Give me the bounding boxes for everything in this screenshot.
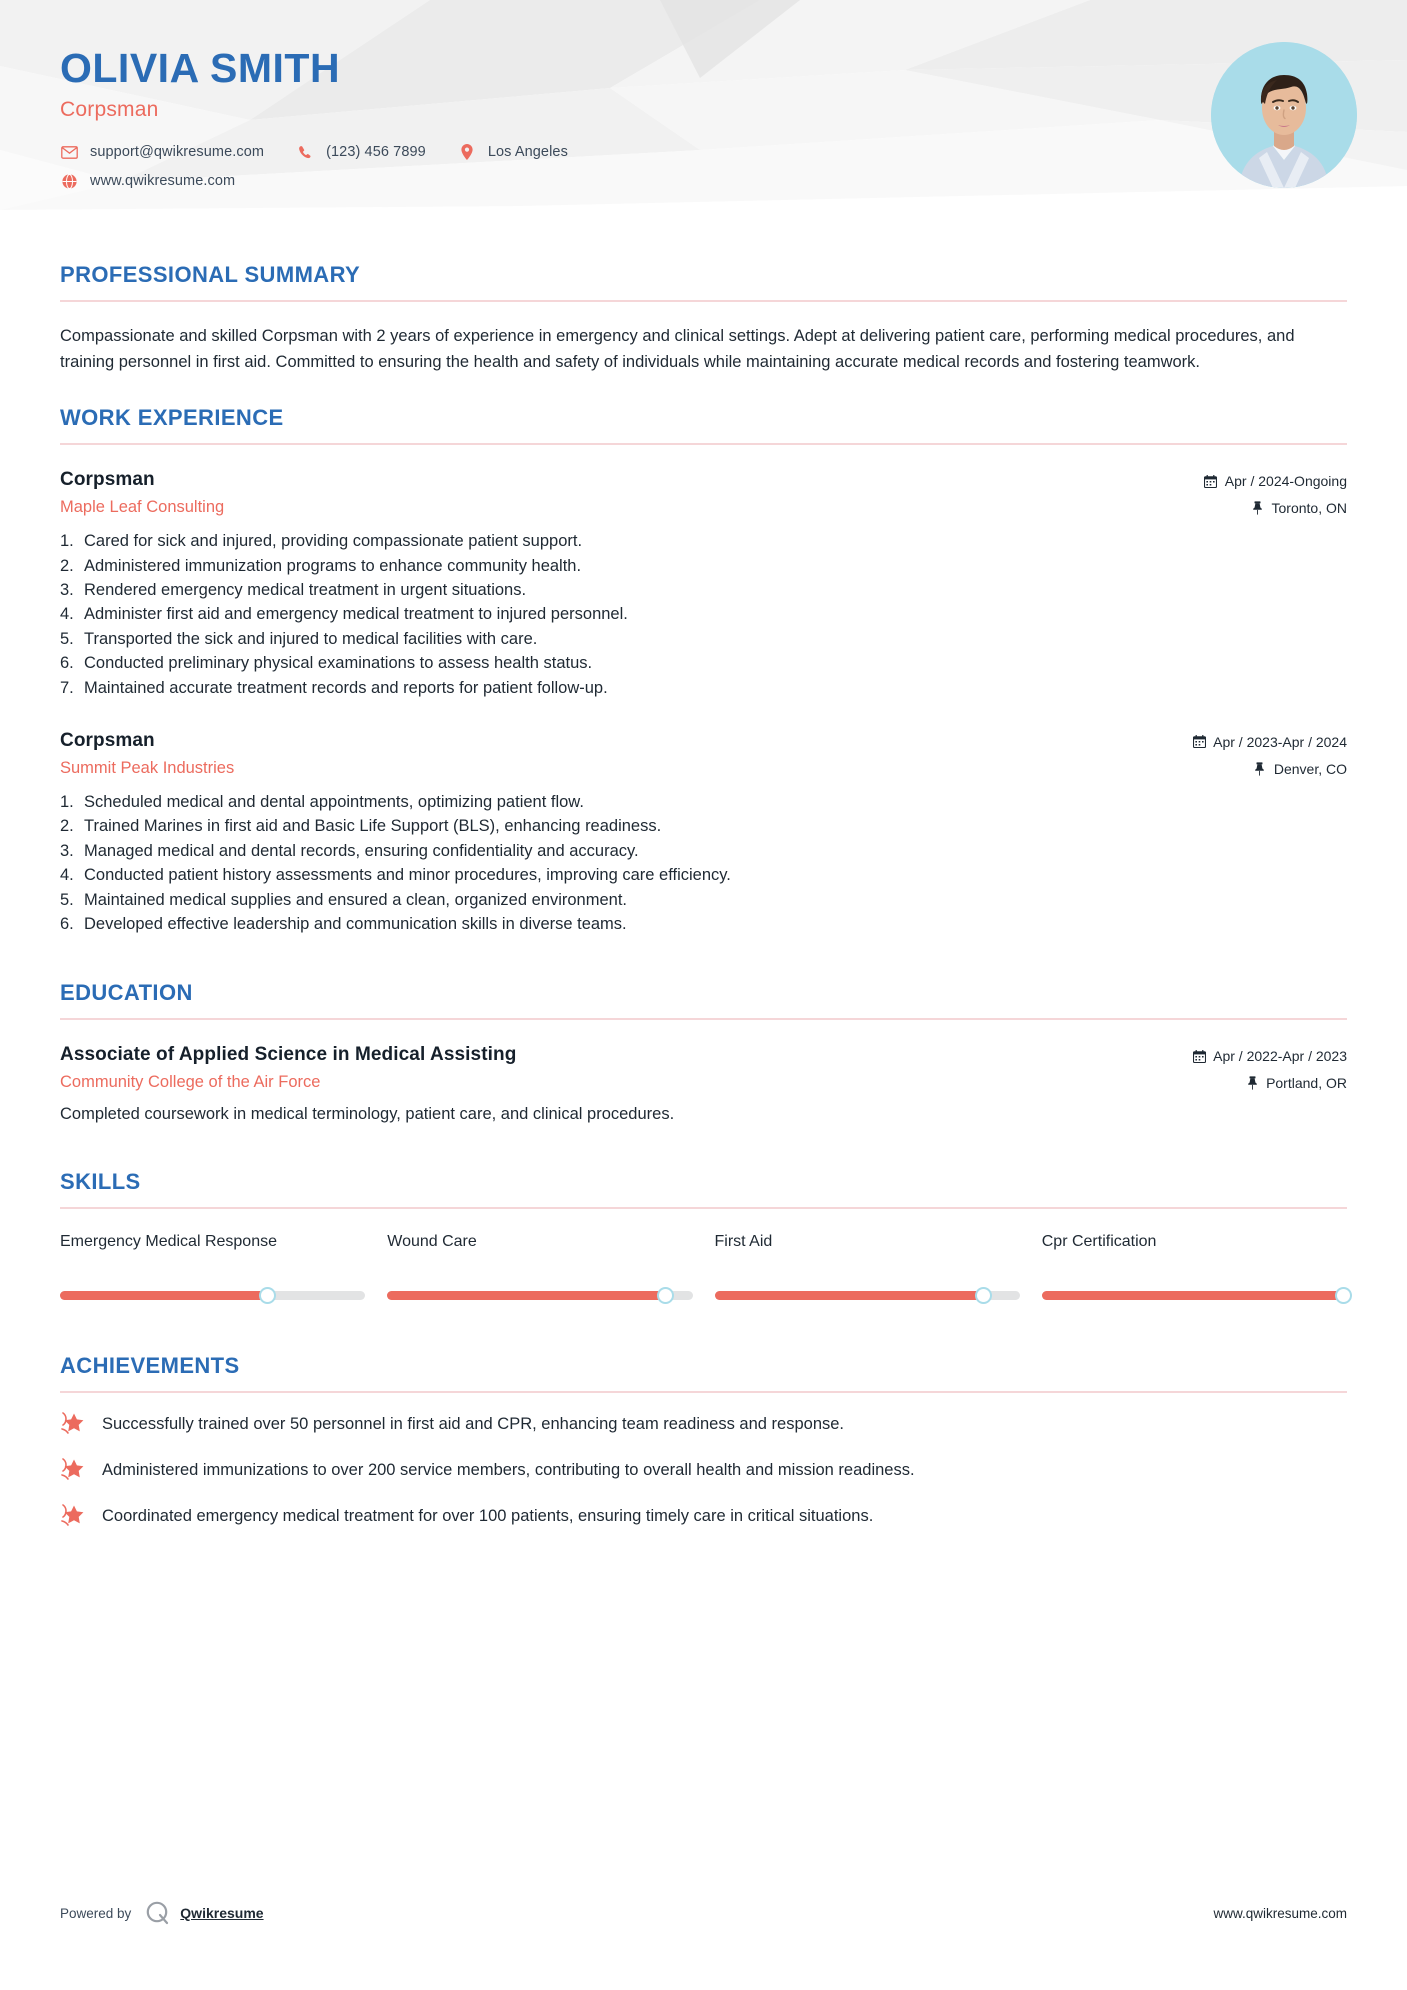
- skill-track: [60, 1291, 365, 1300]
- achievement-text: Successfully trained over 50 personnel in first aid and CPR, enhancing team readiness and response.: [102, 1415, 845, 1434]
- footer-url[interactable]: www.qwikresume.com: [1213, 1905, 1347, 1921]
- avatar: [1211, 42, 1357, 188]
- section-title-skills: SKILLS: [60, 1169, 141, 1195]
- education-school: Community College of the Air Force: [60, 1073, 321, 1092]
- bullet-text: Cared for sick and injured, providing compassionate patient support.: [84, 532, 583, 551]
- contact-email-text: support@qwikresume.com: [90, 144, 265, 161]
- section-divider: [60, 443, 1347, 445]
- award-star-icon: [60, 1411, 88, 1437]
- bullet-text: Conducted preliminary physical examinations to assess health status.: [84, 654, 593, 673]
- list-item: 3. Rendered emergency medical treatment in urgent situations.: [60, 578, 1347, 602]
- education-description: Completed coursework in medical terminology, patient care, and clinical procedures.: [60, 1105, 675, 1124]
- bullet-text: Managed medical and dental records, ensuring confidentiality and accuracy.: [84, 841, 639, 860]
- skill-slider[interactable]: [387, 1285, 692, 1305]
- skill-track: [387, 1291, 692, 1300]
- skill-fill: [1042, 1291, 1344, 1300]
- powered-by-label: Powered by: [60, 1905, 132, 1921]
- bullet-text: Transported the sick and injured to medical facilities with care.: [84, 629, 538, 648]
- skill-knob[interactable]: [657, 1287, 674, 1304]
- skill-slider[interactable]: [1042, 1285, 1347, 1305]
- section-divider: [60, 1018, 1347, 1020]
- bullet-text: Conducted patient history assessments and minor procedures, improving care efficiency.: [84, 866, 731, 885]
- bullet-text: Administered immunization programs to enhance community health.: [84, 556, 582, 575]
- list-item: 2. Trained Marines in first aid and Basic Life Support (BLS), enhancing readiness.: [60, 814, 1347, 838]
- list-item: 1. Scheduled medical and dental appointments, optimizing patient flow.: [60, 790, 1347, 814]
- calendar-icon: [1192, 1049, 1206, 1063]
- list-item: 3. Managed medical and dental records, ensuring confidentiality and accuracy.: [60, 839, 1347, 863]
- calendar-icon: [1192, 735, 1206, 749]
- skill-track: [715, 1291, 1020, 1300]
- list-item: 4. Administer first aid and emergency medical treatment to injured personnel.: [60, 602, 1347, 626]
- experience-location: [1204, 500, 1347, 516]
- section-divider: [60, 1391, 1347, 1393]
- experience-date: [1192, 734, 1347, 750]
- resume-body: [0, 262, 1407, 1529]
- section-professional-summary: [60, 262, 1347, 375]
- contact-row-secondary: [60, 173, 1347, 189]
- section-education: [60, 980, 1347, 1127]
- experience-bullets: [60, 790, 1347, 936]
- experience-date: [1204, 473, 1347, 489]
- page-title: OLIVIA SMITH: [60, 45, 341, 91]
- skill-label: Cpr Certification: [1041, 1233, 1157, 1251]
- bullet-text: Trained Marines in first aid and Basic Life Support (BLS), enhancing readiness.: [84, 817, 662, 836]
- education-entry: [60, 1044, 1347, 1127]
- skill-label: Emergency Medical Response: [60, 1233, 277, 1251]
- summary-text: Compassionate and skilled Corpsman with 2 years of experience in emergency and clinical settings. Adept at delivering patient care, performing medical procedures, and training personnel in first aid. Committed to ensuring the health and safety of individuals while maintaining accurate medical records and fostering teamwork.: [60, 327, 1295, 371]
- list-item: 6. Developed effective leadership and communication skills in diverse teams.: [60, 912, 1347, 936]
- bullet-text: Scheduled medical and dental appointments, optimizing patient flow.: [84, 792, 584, 811]
- skill-slider[interactable]: [60, 1285, 365, 1305]
- skill-label: First Aid: [714, 1233, 773, 1251]
- bullet-text: Rendered emergency medical treatment in urgent situations.: [84, 580, 527, 599]
- globe-icon: [60, 173, 78, 189]
- skills-grid: [60, 1231, 1347, 1305]
- qwikresume-logo-icon: [145, 1900, 171, 1926]
- experience-company: Summit Peak Industries: [60, 758, 235, 777]
- list-item: [60, 1459, 1347, 1483]
- section-title-education: EDUCATION: [60, 980, 193, 1006]
- experience-job-title: Corpsman: [60, 729, 155, 751]
- list-item: [60, 1413, 1347, 1437]
- achievement-text: Coordinated emergency medical treatment for over 100 patients, ensuring timely care in critical situations.: [102, 1507, 874, 1526]
- award-star-icon: [60, 1503, 88, 1529]
- section-title-summary: PROFESSIONAL SUMMARY: [60, 262, 361, 287]
- list-item: 2. Administered immunization programs to enhance community health.: [60, 554, 1347, 578]
- skill-fill: [387, 1291, 665, 1300]
- pushpin-icon: [1245, 1076, 1259, 1090]
- contact-email[interactable]: [60, 144, 264, 160]
- skill-knob[interactable]: [259, 1287, 276, 1304]
- skill-fill: [60, 1291, 268, 1300]
- list-item: 5. Maintained medical supplies and ensured a clean, organized environment.: [60, 888, 1347, 912]
- section-divider: [60, 300, 1347, 302]
- list-item: 6. Conducted preliminary physical examinations to assess health status.: [60, 651, 1347, 675]
- bullet-text: Maintained accurate treatment records and reports for patient follow-up.: [84, 678, 608, 697]
- bullet-text: Maintained medical supplies and ensured a clean, organized environment.: [84, 890, 628, 909]
- experience-company: Maple Leaf Consulting: [60, 498, 225, 517]
- education-date-text: Apr / 2022-Apr / 2023: [1213, 1048, 1347, 1065]
- experience-bullets: [60, 529, 1347, 700]
- calendar-icon: [1204, 474, 1218, 488]
- list-item: 7. Maintained accurate treatment records and reports for patient follow-up.: [60, 676, 1347, 700]
- achievements-list: [60, 1413, 1347, 1529]
- section-skills: [60, 1169, 1347, 1305]
- location-pin-icon: [458, 144, 476, 160]
- experience-entry: [60, 469, 1347, 700]
- envelope-icon: [60, 144, 78, 160]
- pushpin-icon: [1253, 762, 1267, 776]
- bullet-text: Administer first aid and emergency medical treatment to injured personnel.: [84, 605, 628, 624]
- pushpin-icon: [1251, 501, 1265, 515]
- section-work-experience: [60, 405, 1347, 936]
- experience-location-text: Denver, CO: [1273, 760, 1347, 777]
- footer: [60, 1900, 1347, 1926]
- experience-location-text: Toronto, ON: [1271, 500, 1347, 517]
- skill-knob[interactable]: [975, 1287, 992, 1304]
- experience-job-title: Corpsman: [60, 469, 155, 491]
- section-achievements: [60, 1353, 1347, 1529]
- list-item: [60, 1505, 1347, 1529]
- skill-fill: [715, 1291, 984, 1300]
- skill-slider[interactable]: [715, 1285, 1020, 1305]
- achievement-text: Administered immunizations to over 200 service members, contributing to overall health and mission readiness.: [102, 1461, 915, 1480]
- experience-date-text: Apr / 2024-Ongoing: [1224, 473, 1347, 490]
- contact-website[interactable]: [60, 173, 235, 189]
- list-item: 1. Cared for sick and injured, providing compassionate patient support.: [60, 529, 1347, 553]
- contact-location: [458, 144, 568, 160]
- list-item: 5. Transported the sick and injured to medical facilities with care.: [60, 627, 1347, 651]
- bullet-text: Developed effective leadership and communication skills in diverse teams.: [84, 915, 627, 933]
- experience-entry: [60, 730, 1347, 936]
- education-location: [1192, 1075, 1347, 1091]
- award-star-icon: [60, 1457, 88, 1483]
- experience-date-text: Apr / 2023-Apr / 2024: [1213, 733, 1347, 750]
- contact-phone-text: (123) 456 7899: [326, 144, 426, 161]
- skill-track: [1042, 1291, 1347, 1300]
- contact-location-text: Los Angeles: [487, 144, 568, 161]
- list-item: 4. Conducted patient history assessments and minor procedures, improving care efficiency.: [60, 863, 1347, 887]
- contact-website-text: www.qwikresume.com: [90, 173, 236, 190]
- brand-link[interactable]: Qwikresume: [180, 1905, 264, 1921]
- education-date: [1192, 1048, 1347, 1064]
- resume-header: [0, 0, 1407, 232]
- education-degree: Associate of Applied Science in Medical Assisting: [60, 1044, 517, 1066]
- skill-knob[interactable]: [1335, 1287, 1352, 1304]
- section-title-experience: WORK EXPERIENCE: [60, 405, 284, 431]
- job-role-subtitle: Corpsman: [60, 98, 159, 122]
- section-title-achievements: ACHIEVEMENTS: [60, 1353, 240, 1379]
- phone-icon: [296, 144, 314, 160]
- experience-location: [1192, 761, 1347, 777]
- skill-label: Wound Care: [387, 1233, 477, 1251]
- contact-phone[interactable]: [296, 144, 426, 160]
- education-location-text: Portland, OR: [1266, 1075, 1347, 1092]
- contact-row-primary: [60, 144, 1347, 160]
- section-divider: [60, 1207, 1347, 1209]
